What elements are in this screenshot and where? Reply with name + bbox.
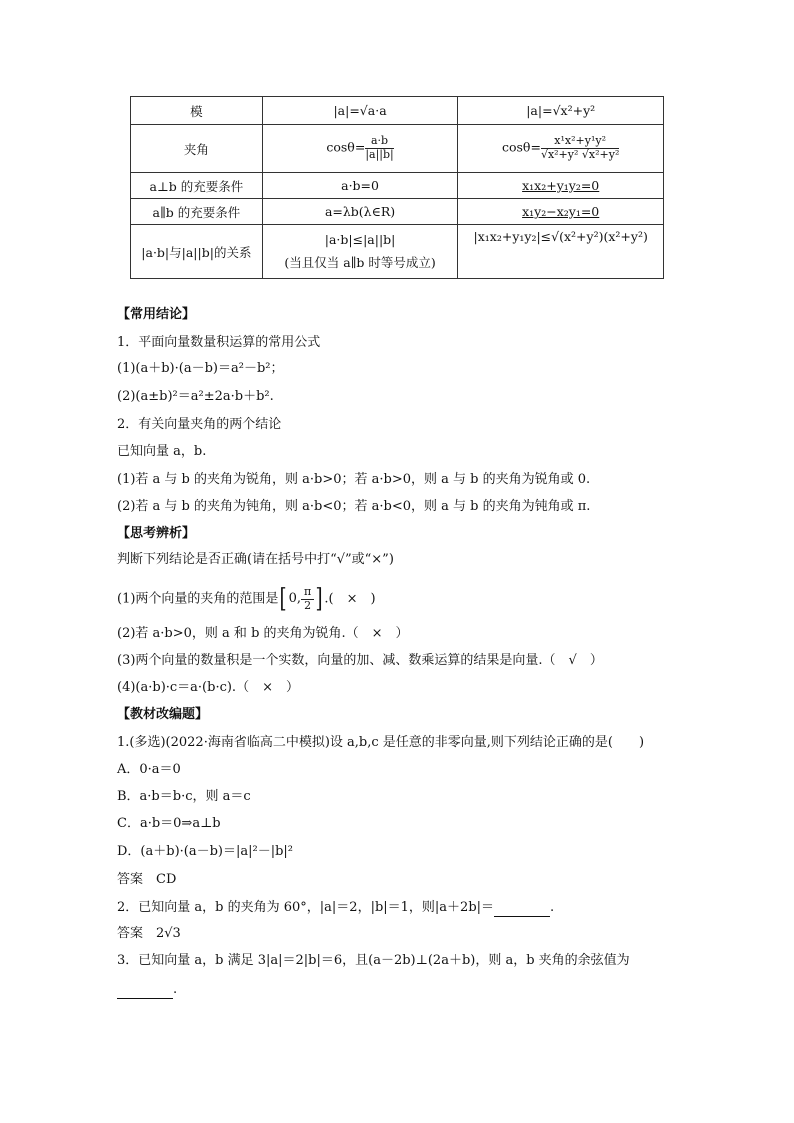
paragraph: (1)若 a 与 b 的夹角为锐角，则 a·b>0；若 a·b>0，则 a 与 b 的夹角为锐角或 0. (117, 472, 591, 487)
formula-table (130, 96, 664, 279)
paragraph: (1)(a＋b)·(a－b)＝a²－b²； (117, 361, 284, 376)
table-row (131, 199, 664, 225)
section-heading: 【思考辨析】 (117, 526, 196, 541)
coordinate-form: x₁y₂−x₂y₁=0 (458, 199, 664, 225)
paragraph: 已知向量 a，b. (117, 444, 207, 459)
answer-blank[interactable] (494, 898, 550, 917)
option-a: A．0·a＝0 (117, 762, 181, 777)
answer-1: 答案 CD (117, 872, 177, 887)
answer-blank[interactable] (117, 980, 173, 999)
judge-question-4: (4)(a·b)·c＝a·(b·c).（ × ） (117, 680, 299, 695)
coordinate-form: |a|=√x²+y² (458, 97, 664, 125)
problem-2: 2．已知向量 a，b 的夹角为 60°，|a|＝2，|b|＝1，则|a＋2b|＝ . (117, 900, 555, 915)
vector-form: cosθ= $\frac{a\cdot b}{|a||b|}$ (262, 125, 458, 173)
fraction: $\frac{\pi}{2}$ (301, 586, 314, 612)
table-row (131, 97, 664, 125)
table-row (131, 173, 664, 199)
vector-form: a·b=0 (262, 173, 458, 199)
paragraph: 2．有关向量夹角的两个结论 (117, 417, 282, 432)
equality-note: (当且仅当 a∥b 时等号成立) (284, 255, 436, 270)
fraction: $\frac{a\cdot b}{|a||b|}$ (365, 134, 394, 161)
coordinate-form: x₁x₂+y₁y₂=0 (458, 173, 664, 199)
section-heading: 【教材改编题】 (117, 707, 209, 722)
vector-form: a=λb(λ∈R) (262, 199, 458, 225)
option-b: B．a·b＝b·c，则 a＝c (117, 789, 251, 804)
judge-question-3: (3)两个向量的数量积是一个实数，向量的加、减、数乘运算的结果是向量.（ √ ） (117, 653, 603, 668)
paragraph: 1．平面向量数量积运算的常用公式 (117, 335, 321, 350)
problem-3: 3．已知向量 a，b 满足 3|a|＝2|b|＝6，且(a－2b)⊥(2a＋b)，则 a，b 夹角的余弦值为 (117, 953, 630, 968)
option-c: C．a·b＝0⇒a⊥b (117, 816, 221, 831)
row-label: a∥b 的充要条件 (131, 199, 263, 225)
paragraph: 判断下列结论是否正确(请在括号中打“√”或“×”) (117, 552, 394, 567)
row-label: |a·b|与|a||b|的关系 (131, 225, 263, 279)
paragraph: (2)若 a 与 b 的夹角为钝角，则 a·b<0；若 a·b<0，则 a 与 b 的夹角为钝角或 π. (117, 499, 591, 514)
section-heading: 【常用结论】 (117, 307, 196, 322)
vector-form: |a|=√a·a (262, 97, 458, 125)
vector-form: |a·b|≤|a||b| (当且仅当 a∥b 时等号成立) (262, 225, 458, 279)
table-row (131, 125, 664, 173)
answer-2: 答案 2√3 (117, 926, 181, 941)
problem-1: 1.(多选)(2022·海南省临高二中模拟)设 a,b,c 是任意的非零向量,则下列结论正确的是( ) (117, 735, 645, 750)
row-label: 模 (131, 97, 263, 125)
table-row (131, 225, 664, 279)
option-d: D．(a＋b)·(a－b)＝|a|²－|b|² (117, 844, 294, 859)
judge-question-1: (1)两个向量的夹角的范围是 [ 0, $\frac{\pi}{2}$ ] .( × ) (117, 584, 376, 614)
problem-3-blank-line: . (117, 980, 177, 999)
row-label: 夹角 (131, 125, 263, 173)
interval: [ 0, $\frac{\pi}{2}$ ] (279, 584, 323, 614)
coordinate-form: |x₁x₂+y₁y₂|≤√(x²+y²)(x²+y²) (458, 225, 664, 279)
paragraph: (2)(a±b)²＝a²±2a·b＋b². (117, 389, 274, 404)
fraction: $\frac{\text{x¹x²+y¹y²}}{\text{√x²+y² √x²+y²}}$ (540, 134, 620, 161)
coordinate-form: cosθ= $\frac{\text{x¹x²+y¹y²}}{\text{√x²+y² √x²+y²}}$ (458, 125, 664, 173)
row-label: a⊥b 的充要条件 (131, 173, 263, 199)
judge-question-2: (2)若 a·b>0，则 a 和 b 的夹角为锐角.（ × ） (117, 626, 409, 641)
